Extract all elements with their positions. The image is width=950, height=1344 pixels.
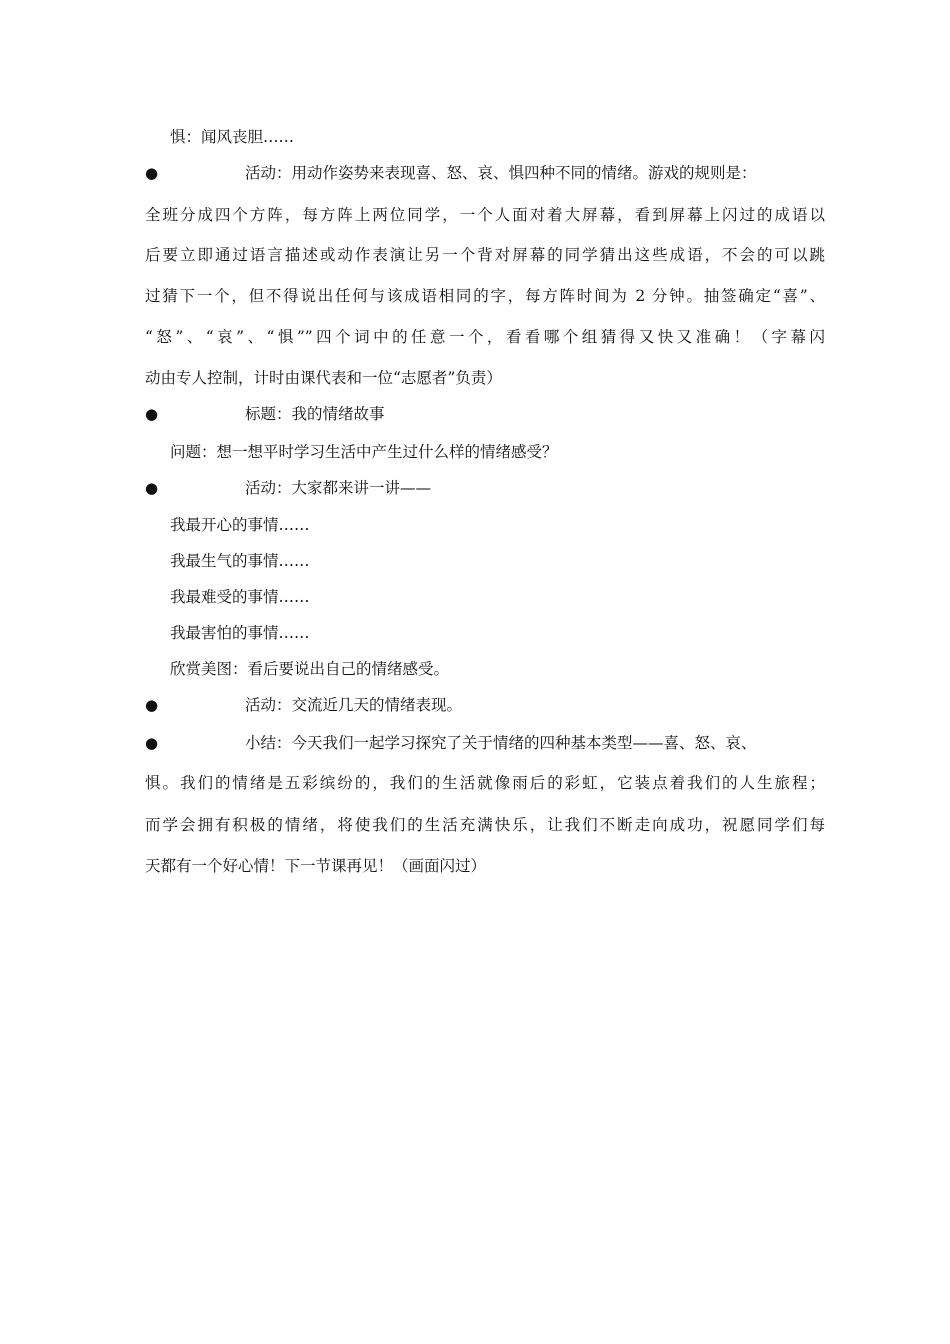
text-line: 过猜下一个，但不得说出任何与该成语相同的字，每方阵时间为 2 分钟。抽签确定“喜”、 (145, 287, 825, 305)
text-line: 我最开心的事情…… (170, 516, 310, 534)
bullet-text: 活动：大家都来讲一讲—— (245, 479, 432, 497)
bullet-icon: ● (145, 696, 159, 714)
text-line: 动由专人控制，计时由课代表和一位“志愿者”负责） (145, 369, 502, 387)
text-line: 欣赏美图：看后要说出自己的情绪感受。 (170, 660, 450, 678)
bullet-icon: ● (145, 405, 159, 423)
text-line: 问题：想一想平时学习生活中产生过什么样的情绪感受？ (170, 443, 558, 461)
bullet-text: 标题：我的情绪故事 (245, 405, 385, 423)
text-line: 而学会拥有积极的情绪，将使我们的生活充满快乐，让我们不断走向成功，祝愿同学们每 (145, 816, 825, 834)
text-line: 我最生气的事情…… (170, 552, 310, 570)
text-line: 惧。我们的情绪是五彩缤纷的，我们的生活就像雨后的彩虹，它装点着我们的人生旅程； (145, 774, 825, 792)
text-line: 天都有一个好心情！下一节课再见！（画面闪过） (145, 857, 487, 875)
text-line: 全班分成四个方阵，每方阵上两位同学，一个人面对着大屏幕，看到屏幕上闪过的成语以 (145, 206, 825, 224)
bullet-text: 活动：用动作姿势来表现喜、怒、哀、惧四种不同的情绪。游戏的规则是： (245, 164, 757, 182)
text-line: 我最害怕的事情…… (170, 624, 310, 642)
bullet-text: 活动：交流近几天的情绪表现。 (245, 696, 463, 714)
text-line: 后要立即通过语言描述或动作表演让另一个背对屏幕的同学猜出这些成语，不会的可以跳 (145, 246, 825, 264)
bullet-icon: ● (145, 479, 159, 497)
bullet-icon: ● (145, 734, 159, 752)
text-line: “怒”、“哀”、“惧””四个词中的任意一个，看看哪个组猜得又快又准确！（字幕闪 (145, 328, 825, 346)
text-line: 我最难受的事情…… (170, 588, 310, 606)
text-line: 惧：闻风丧胆…… (170, 128, 295, 146)
bullet-icon: ● (145, 164, 159, 182)
bullet-text: 小结：今天我们一起学习探究了关于情绪的四种基本类型——喜、怒、哀、 (245, 734, 757, 752)
